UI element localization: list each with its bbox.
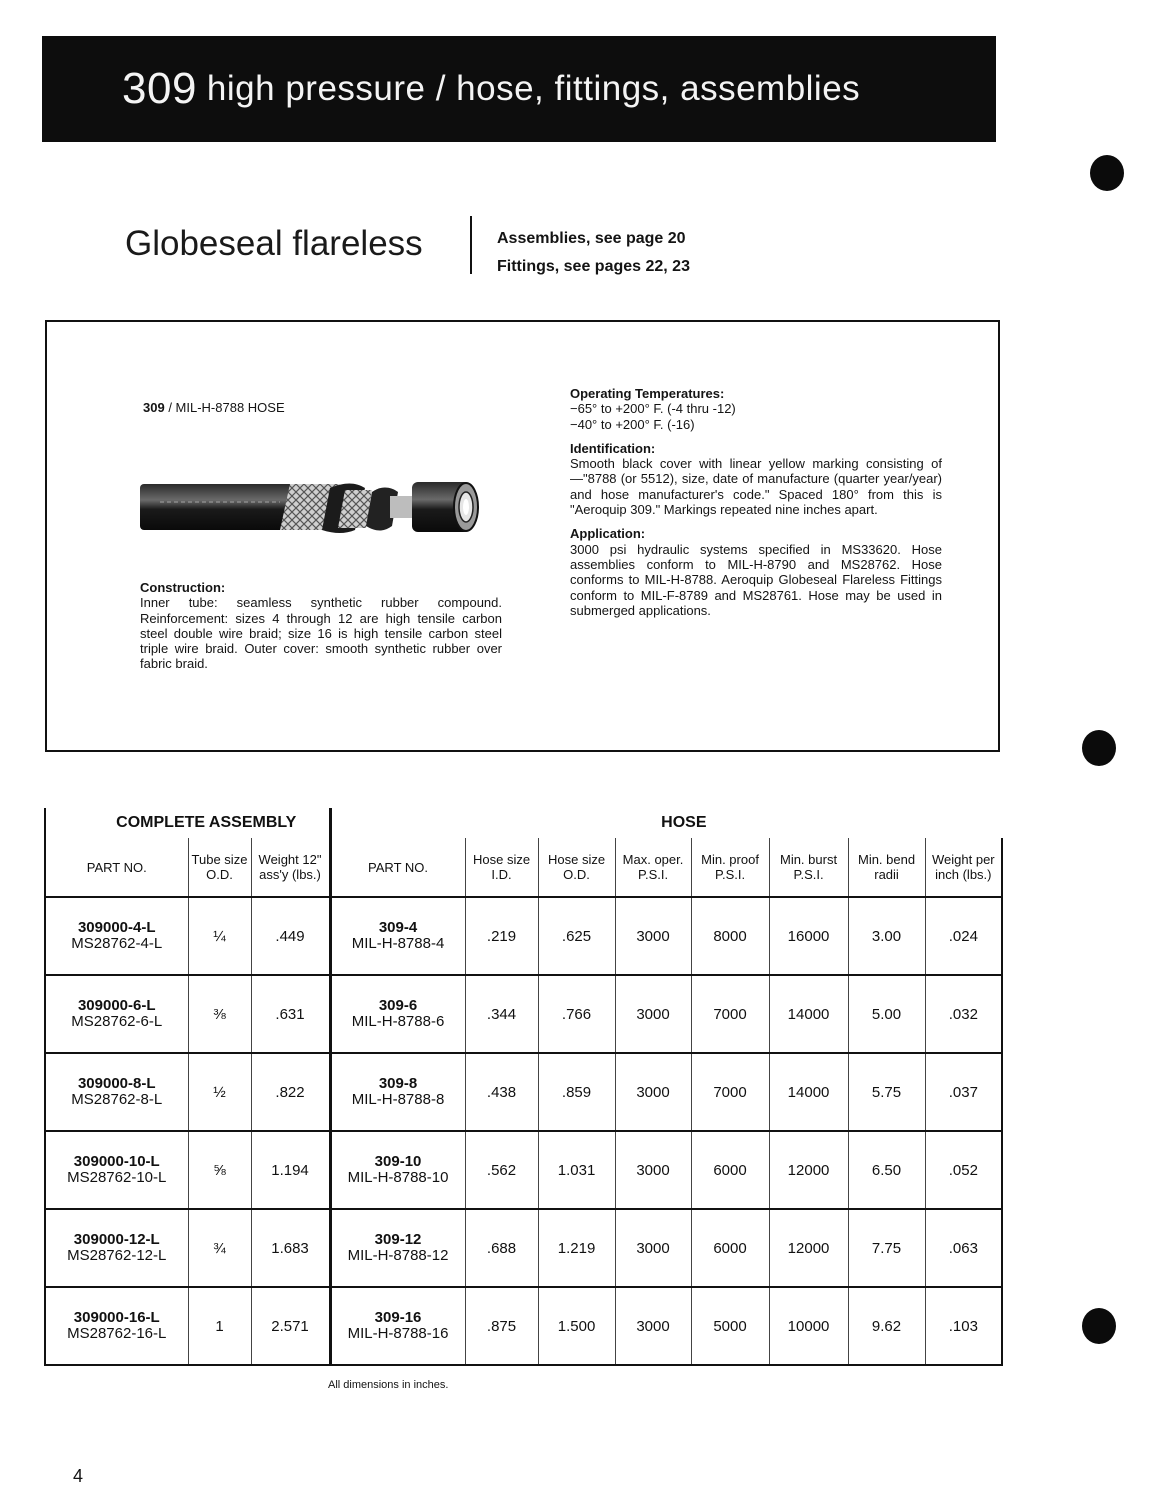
max-oper-cell: 3000 [615, 1287, 691, 1365]
hose-mil-number: MIL-H-8788-12 [347, 1247, 449, 1264]
tube-size-cell: ¼ [188, 897, 251, 975]
identification-text: Smooth black cover with linear yellow marking consisting of—"8788 (or 5512), size, date of manufacture (quarter year/year) and hose manufacturer's code." Spaced 180° from this is "Aeroquip 309." Markings repeated nine inches apart. [570, 456, 942, 518]
table-row [45, 975, 1002, 1053]
identification-heading: Identification: [570, 440, 656, 456]
table-row [45, 1131, 1002, 1209]
table-row [45, 897, 1002, 975]
header-assy-part-no: PART NO. [45, 838, 188, 897]
max-oper-cell: 3000 [615, 1209, 691, 1287]
assemblies-reference: Assemblies, see page 20 [497, 230, 686, 247]
header-bend-radii: Min. bend radii [848, 838, 925, 897]
assy-weight-cell: .449 [251, 897, 330, 975]
hose-code: 309 [143, 400, 165, 415]
max-oper-cell: 3000 [615, 897, 691, 975]
operating-heading: Operating Temperatures: [570, 386, 725, 401]
application-text: 3000 psi hydraulic systems specified in MS33620. Hose assemblies conform to MIL-H-8790 and MS28762. Hose conforms to MIL-H-8788. Aeroquip Globeseal Flareless Fittings conform to MIL-F-8789 and MS28761. Hose may be used in submerged applications. [570, 541, 942, 618]
min-proof-cell: 7000 [691, 975, 769, 1053]
table-header-row [45, 838, 1002, 897]
header-tube-size: Tube size O.D. [188, 838, 251, 897]
hose-label [143, 400, 285, 415]
min-burst-cell: 14000 [769, 1053, 848, 1131]
operating-line-2: −40° to +200° F. (-16) [570, 416, 695, 432]
hose-part-number: 309-8 [378, 1075, 418, 1092]
hose-cutaway-illustration [140, 472, 485, 542]
assy-ms-number: MS28762-6-L [71, 1013, 163, 1030]
tube-size-cell: ½ [188, 1053, 251, 1131]
table-row [45, 1287, 1002, 1365]
assy-ms-number: MS28762-8-L [71, 1091, 163, 1108]
hose-name: / MIL-H-8788 HOSE [164, 400, 285, 415]
header-hose-od: Hose size O.D. [538, 838, 615, 897]
bend-radii-cell: 5.00 [848, 975, 925, 1053]
min-burst-cell: 14000 [769, 975, 848, 1053]
hose-part-cell [330, 1053, 465, 1131]
assy-weight-cell: 1.683 [251, 1209, 330, 1287]
punch-hole-bottom [1082, 1308, 1116, 1344]
spec-right-column [570, 386, 942, 618]
assy-part-cell [45, 1131, 188, 1209]
title-banner [42, 36, 996, 142]
tube-size-cell: ¾ [188, 1209, 251, 1287]
table-row [45, 1053, 1002, 1131]
bend-radii-cell: 5.75 [848, 1053, 925, 1131]
hose-id-cell: .344 [465, 975, 538, 1053]
punch-hole-top [1090, 155, 1124, 191]
table-row [45, 1209, 1002, 1287]
hose-id-cell: .562 [465, 1131, 538, 1209]
min-proof-cell: 6000 [691, 1209, 769, 1287]
assy-ms-number: MS28762-4-L [71, 935, 163, 952]
min-proof-cell: 5000 [691, 1287, 769, 1365]
header-min-burst: Min. burst P.S.I. [769, 838, 848, 897]
assy-ms-number: MS28762-16-L [67, 1325, 167, 1342]
weight-per-inch-cell: .052 [925, 1131, 1002, 1209]
hose-part-number: 309-4 [378, 919, 418, 936]
assy-part-cell [45, 975, 188, 1053]
assy-weight-cell: .822 [251, 1053, 330, 1131]
footnote: All dimensions in inches. [328, 1379, 449, 1391]
weight-per-inch-cell: .103 [925, 1287, 1002, 1365]
application-heading: Application: [570, 526, 646, 542]
hose-mil-number: MIL-H-8788-6 [351, 1013, 445, 1030]
section-divider [470, 216, 472, 274]
tube-size-cell: ⅝ [188, 1131, 251, 1209]
weight-per-inch-cell: .037 [925, 1053, 1002, 1131]
assy-weight-cell: .631 [251, 975, 330, 1053]
fittings-reference: Fittings, see pages 22, 23 [497, 258, 690, 275]
page-number: 4 [73, 1466, 84, 1486]
min-proof-cell: 6000 [691, 1131, 769, 1209]
assy-part-number: 309000-6-L [77, 997, 156, 1014]
banner-number: 309 [122, 64, 197, 113]
group-complete-assembly: COMPLETE ASSEMBLY [45, 808, 330, 838]
hose-mil-number: MIL-H-8788-4 [351, 935, 445, 952]
tube-size-cell: 1 [188, 1287, 251, 1365]
assy-weight-cell: 2.571 [251, 1287, 330, 1365]
assy-part-cell [45, 1287, 188, 1365]
min-burst-cell: 12000 [769, 1209, 848, 1287]
min-burst-cell: 10000 [769, 1287, 848, 1365]
max-oper-cell: 3000 [615, 1131, 691, 1209]
table-group-row [45, 808, 1002, 838]
hose-id-cell: .875 [465, 1287, 538, 1365]
assy-part-cell [45, 1209, 188, 1287]
weight-per-inch-cell: .032 [925, 975, 1002, 1053]
min-burst-cell: 12000 [769, 1131, 848, 1209]
header-assy-weight: Weight 12" ass'y (lbs.) [251, 838, 330, 897]
assy-part-cell [45, 1053, 188, 1131]
hose-od-cell: 1.219 [538, 1209, 615, 1287]
construction-text: Inner tube: seamless synthetic rubber compound. Reinforcement: sizes 4 through 12 are high tensile carbon steel double wire braid; size 16 is high tensile carbon steel triple wire braid. Outer cover: smooth synthetic rubber over fabric braid. [140, 595, 502, 672]
assy-part-number: 309000-8-L [77, 1075, 156, 1092]
hose-part-cell [330, 1131, 465, 1209]
banner-title: high pressure / hose, fittings, assemblies [206, 69, 861, 108]
page-references [497, 225, 690, 281]
hose-id-cell: .219 [465, 897, 538, 975]
tube-size-cell: ⅜ [188, 975, 251, 1053]
section-title: Globeseal flareless [125, 224, 423, 263]
bend-radii-cell: 6.50 [848, 1131, 925, 1209]
hose-id-cell: .688 [465, 1209, 538, 1287]
hose-part-cell [330, 975, 465, 1053]
assy-part-number: 309000-16-L [73, 1309, 160, 1326]
header-hose-id: Hose size I.D. [465, 838, 538, 897]
header-min-proof: Min. proof P.S.I. [691, 838, 769, 897]
hose-od-cell: .859 [538, 1053, 615, 1131]
assy-part-number: 309000-4-L [77, 919, 156, 936]
min-proof-cell: 8000 [691, 897, 769, 975]
hose-id-cell: .438 [465, 1053, 538, 1131]
hose-spec-table [44, 808, 1003, 1366]
assy-ms-number: MS28762-12-L [67, 1247, 167, 1264]
punch-hole-middle [1082, 730, 1116, 766]
header-weight-per-inch: Weight per inch (lbs.) [925, 838, 1002, 897]
hose-mil-number: MIL-H-8788-10 [347, 1169, 449, 1186]
hose-part-number: 309-6 [378, 997, 418, 1014]
construction-block [140, 580, 502, 672]
min-burst-cell: 16000 [769, 897, 848, 975]
bend-radii-cell: 7.75 [848, 1209, 925, 1287]
hose-od-cell: 1.500 [538, 1287, 615, 1365]
group-hose: HOSE [330, 808, 1002, 838]
assy-part-cell [45, 897, 188, 975]
construction-heading: Construction: [140, 580, 226, 595]
hose-part-cell [330, 1287, 465, 1365]
hose-od-cell: .766 [538, 975, 615, 1053]
operating-line-1: −65° to +200° F. (-4 thru -12) [570, 401, 736, 417]
assy-ms-number: MS28762-10-L [67, 1169, 167, 1186]
hose-part-number: 309-10 [374, 1153, 422, 1170]
header-max-oper: Max. oper. P.S.I. [615, 838, 691, 897]
hose-part-number: 309-12 [374, 1231, 422, 1248]
assy-weight-cell: 1.194 [251, 1131, 330, 1209]
hose-od-cell: 1.031 [538, 1131, 615, 1209]
assy-part-number: 309000-12-L [73, 1231, 160, 1248]
max-oper-cell: 3000 [615, 975, 691, 1053]
weight-per-inch-cell: .024 [925, 897, 1002, 975]
bend-radii-cell: 3.00 [848, 897, 925, 975]
hose-od-cell: .625 [538, 897, 615, 975]
hose-mil-number: MIL-H-8788-16 [347, 1325, 449, 1342]
min-proof-cell: 7000 [691, 1053, 769, 1131]
max-oper-cell: 3000 [615, 1053, 691, 1131]
hose-part-cell [330, 897, 465, 975]
bend-radii-cell: 9.62 [848, 1287, 925, 1365]
hose-part-number: 309-16 [374, 1309, 422, 1326]
header-hose-part-no: PART NO. [330, 838, 465, 897]
hose-mil-number: MIL-H-8788-8 [351, 1091, 445, 1108]
weight-per-inch-cell: .063 [925, 1209, 1002, 1287]
assy-part-number: 309000-10-L [73, 1153, 160, 1170]
hose-part-cell [330, 1209, 465, 1287]
